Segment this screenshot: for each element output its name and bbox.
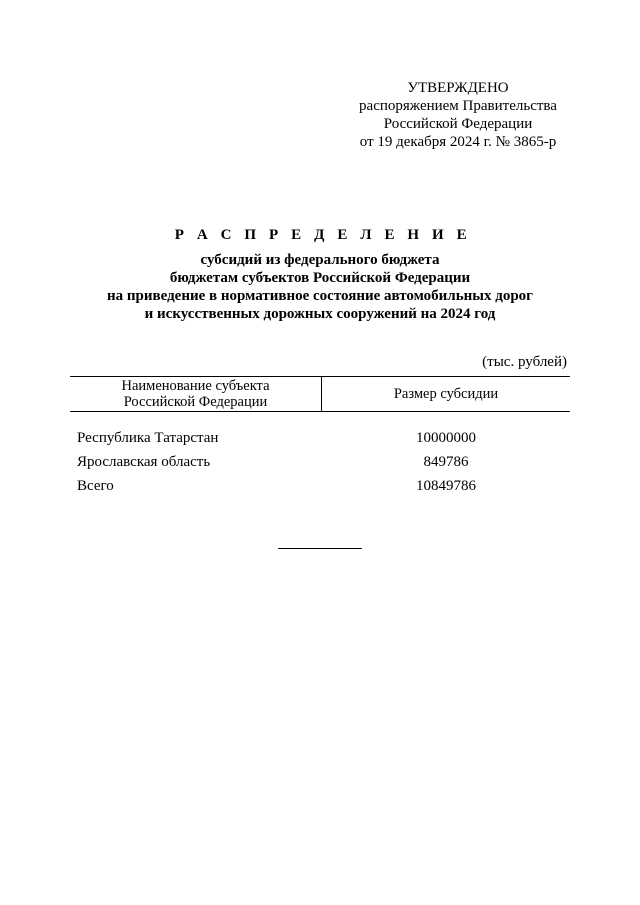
document-heading [0,226,640,323]
approval-line-1: распоряжением Правительства [359,98,557,114]
closing-divider [278,548,362,549]
table-row [77,429,567,453]
document-subtitle-line-2: бюджетам субъектов Российской Федерации [169,270,471,286]
units-label: (тыс. рублей) [482,354,567,370]
row-subsidy-value: 10000000 [416,430,476,446]
document-subtitle-line-3: на приведение в нормативное состояние автомобильных дорог [107,288,533,304]
row-total-value: 10849786 [416,478,476,494]
table-body [77,429,567,501]
approval-line-2: Российской Федерации [383,116,533,132]
document-subtitle-line-1: субсидий из федерального бюджета [200,252,440,268]
row-subject-name: Ярославская область [77,454,211,470]
row-total-label: Всего [77,478,114,494]
row-subsidy-value: 849786 [423,454,469,470]
header-subsidy-amount: Размер субсидии [393,386,499,402]
table-header [70,376,570,412]
table-row [77,453,567,477]
header-subject-name [70,377,322,411]
approval-line-3: от 19 декабря 2024 г. № 3865-р [359,134,557,150]
header-subject-name-line-2: Российской Федерации [123,394,268,410]
row-subject-name: Республика Татарстан [77,430,219,446]
document-title: Р А С П Р Е Д Е Л Е Н И Е [174,227,472,243]
approval-heading: УТВЕРЖДЕНО [407,80,509,96]
table-row-total [77,477,567,501]
header-subject-name-line-1: Наименование субъекта [121,378,270,394]
approval-block [340,79,576,151]
document-subtitle-line-4: и искусственных дорожных сооружений на 2024 год [144,306,496,322]
